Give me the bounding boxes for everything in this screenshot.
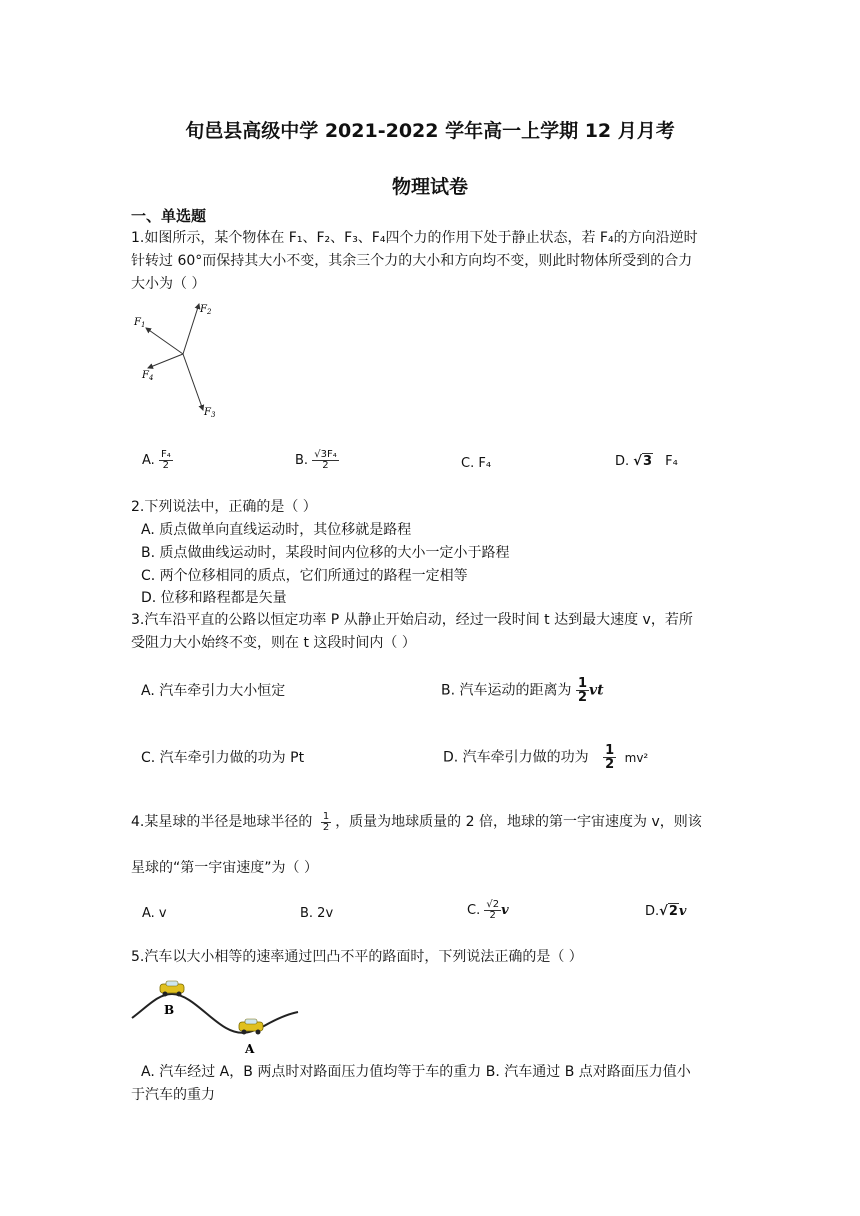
q4-d-sqrt: √2 bbox=[659, 904, 678, 919]
q1-d-prefix: D. bbox=[615, 454, 630, 469]
q4-option-d[interactable] bbox=[645, 904, 686, 919]
q4-c-fraction: $\frac{√2}{2}$ bbox=[486, 899, 500, 921]
q1-d-suffix: F₄ bbox=[665, 454, 678, 469]
q1-a-prefix: A. bbox=[142, 453, 155, 468]
q1-b-fraction: $\frac{\text{√3F₄}}{2}$ bbox=[314, 449, 337, 471]
q4-c-prefix: C. bbox=[467, 903, 481, 918]
q4-option-b[interactable]: B. 2v bbox=[300, 906, 334, 921]
q3-b-fraction: $\frac{1}{2}$ bbox=[577, 676, 588, 705]
q2-option-c[interactable]: C. 两个位移相同的质点，它们所通过的路程一定相等 bbox=[141, 568, 468, 584]
f3-arrow bbox=[183, 354, 203, 410]
q1-option-c[interactable]: C. F₄ bbox=[461, 456, 492, 471]
f2-arrow bbox=[183, 304, 199, 354]
f1-label: $F_1$ bbox=[134, 317, 146, 329]
q4-line1-end: ，质量为地球质量的 2 倍，地球的第一宇宙速度为 v，则该 bbox=[335, 814, 702, 830]
q1-a-fraction: $\frac{\text{F₄}}{2}$ bbox=[160, 449, 171, 471]
f3-label: $F_3$ bbox=[204, 407, 216, 419]
q2-stem: 2.下列说法中，正确的是（ ） bbox=[131, 499, 317, 515]
page-title: 旬邑县高级中学 2021-2022 学年高一上学期 12 月月考 bbox=[185, 120, 675, 142]
q2-option-a[interactable]: A. 质点做单向直线运动时，其位移就是路程 bbox=[141, 522, 412, 538]
q3-d-fraction: $\frac{1}{2}$ bbox=[605, 743, 615, 772]
q1-option-a[interactable] bbox=[142, 450, 173, 471]
q4-line1 bbox=[131, 810, 702, 834]
q1-d-sqrt: √3 bbox=[633, 454, 653, 469]
q1-option-d[interactable] bbox=[615, 454, 678, 469]
road-diagram bbox=[128, 978, 303, 1058]
q3-b-variable: vt bbox=[589, 682, 604, 699]
q5-stem: 5.汽车以大小相等的速率通过凹凸不平的路面时，下列说法正确的是（ ） bbox=[131, 949, 583, 965]
q1-line3: 大小为（ ） bbox=[131, 276, 206, 292]
f4-arrow bbox=[148, 354, 183, 368]
q4-fraction: $\frac{1}{2}$ bbox=[322, 810, 330, 833]
q4-d-prefix: D. bbox=[645, 904, 660, 919]
q2-option-b[interactable]: B. 质点做曲线运动时，某段时间内位移的大小一定小于路程 bbox=[141, 545, 510, 561]
q1-option-b[interactable] bbox=[295, 450, 339, 471]
q4-option-a[interactable]: A. v bbox=[142, 906, 167, 921]
q3-option-a[interactable]: A. 汽车牵引力大小恒定 bbox=[141, 683, 286, 699]
f4-label: $F_4$ bbox=[142, 370, 154, 382]
q5-options-line2: 于汽车的重力 bbox=[131, 1087, 215, 1103]
q3-option-c[interactable]: C. 汽车牵引力做的功为 Pt bbox=[141, 750, 305, 766]
q3-d-suffix: mv² bbox=[624, 750, 649, 765]
f2-label: $F_2$ bbox=[200, 304, 212, 316]
q3-d-prefix: D. 汽车牵引力做的功为 bbox=[443, 749, 589, 766]
q3-option-d[interactable] bbox=[443, 744, 648, 771]
q1-line2: 针转过 60°而保持其大小不变，其余三个力的大小和方向均不变，则此时物体所受到的合力 bbox=[131, 253, 693, 269]
page-subtitle: 物理试卷 bbox=[391, 176, 468, 198]
point-b-label: B bbox=[164, 1003, 175, 1017]
q3-option-b[interactable] bbox=[441, 677, 604, 704]
q4-line2: 星球的“第一宇宙速度”为（ ） bbox=[131, 860, 318, 876]
q3-line1: 3.汽车沿平直的公路以恒定功率 P 从静止开始启动，经过一段时间 t 达到最大速度 v，若所 bbox=[131, 612, 693, 628]
point-a-label: A bbox=[245, 1042, 255, 1056]
q5-options-line1[interactable]: A. 汽车经过 A，B 两点时对路面压力值均等于车的重力 B. 汽车通过 B 点对路面压力值小 bbox=[141, 1064, 691, 1080]
q2-option-d[interactable]: D. 位移和路程都是矢量 bbox=[141, 590, 287, 606]
q4-line1-start: 4.某星球的半径是地球半径的 bbox=[131, 814, 313, 830]
q4-option-c[interactable] bbox=[467, 900, 509, 921]
q3-b-prefix: B. 汽车运动的距离为 bbox=[441, 682, 572, 699]
section-heading: 一、单选题 bbox=[131, 207, 207, 225]
q4-c-variable: v bbox=[501, 903, 509, 918]
q1-b-prefix: B. bbox=[295, 453, 309, 468]
force-diagram bbox=[128, 298, 228, 422]
road-curve bbox=[132, 994, 298, 1033]
q4-d-variable: v bbox=[678, 904, 687, 919]
q1-line1: 1.如图所示，某个物体在 F₁、F₂、F₃、F₄四个力的作用下处于静止状态，若 F₄的方向沿逆时 bbox=[131, 230, 698, 246]
q3-line2: 受阻力大小始终不变，则在 t 这段时间内（ ） bbox=[131, 635, 416, 651]
f1-arrow bbox=[146, 328, 183, 354]
